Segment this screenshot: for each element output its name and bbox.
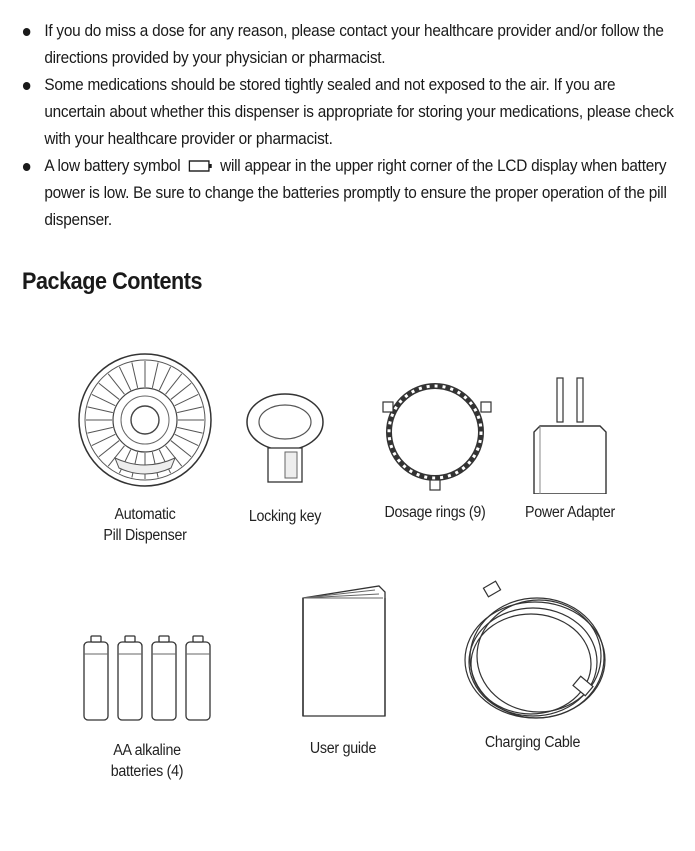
locking-key-icon (240, 390, 330, 490)
note-text: If you do miss a dose for any reason, please contact your healthcare provider and/or follow the directions provided by your physician or pharmacist. (44, 22, 664, 67)
item-label: Pill Dispenser (103, 527, 187, 544)
item-label: User guide (309, 740, 377, 757)
item-label: AA alkaline (113, 742, 181, 759)
item-label: Automatic (114, 506, 176, 523)
item-label: Power Adapter (525, 504, 615, 521)
note-text-before: A low battery symbol (44, 157, 181, 175)
item-dosage-rings (370, 380, 500, 523)
bullet-dot (23, 28, 30, 36)
note-text-after: will appear in the upper right corner of the LCD display when battery power is low. Be sure to change the batteries promptly to ensure the proper operation of the pill dispenser. (44, 157, 667, 229)
bullet-dot (23, 82, 30, 90)
item-locking-key (230, 390, 340, 527)
section-title: Package Contents (22, 268, 203, 295)
dosage-ring-icon (375, 380, 495, 494)
item-user-guide (288, 582, 398, 759)
note-item (22, 153, 677, 234)
item-charging-cable (455, 580, 610, 753)
bullet-dot (23, 163, 30, 171)
user-guide-icon (293, 582, 393, 724)
notes-list (22, 18, 672, 234)
note-item (22, 72, 677, 153)
power-adapter-icon (530, 376, 610, 494)
item-label: Locking key (248, 508, 322, 525)
item-label: batteries (4) (110, 763, 184, 780)
aa-batteries-icon (77, 632, 217, 722)
low-battery-icon (188, 160, 212, 172)
item-power-adapter (515, 376, 625, 523)
note-text: Some medications should be stored tightly sealed and not exposed to the air. If you are uncertain about whether this dispenser is appropriate for storing your medications, please check with your healthcare provider or pharmacist. (44, 76, 674, 148)
item-aa-batteries (72, 632, 222, 782)
item-pill-dispenser (70, 350, 220, 546)
pill-dispenser-icon (75, 350, 215, 490)
note-item (22, 18, 677, 72)
charging-cable-icon (457, 580, 609, 730)
item-label: Dosage rings (9) (384, 504, 486, 521)
item-label: Charging Cable (484, 734, 581, 751)
